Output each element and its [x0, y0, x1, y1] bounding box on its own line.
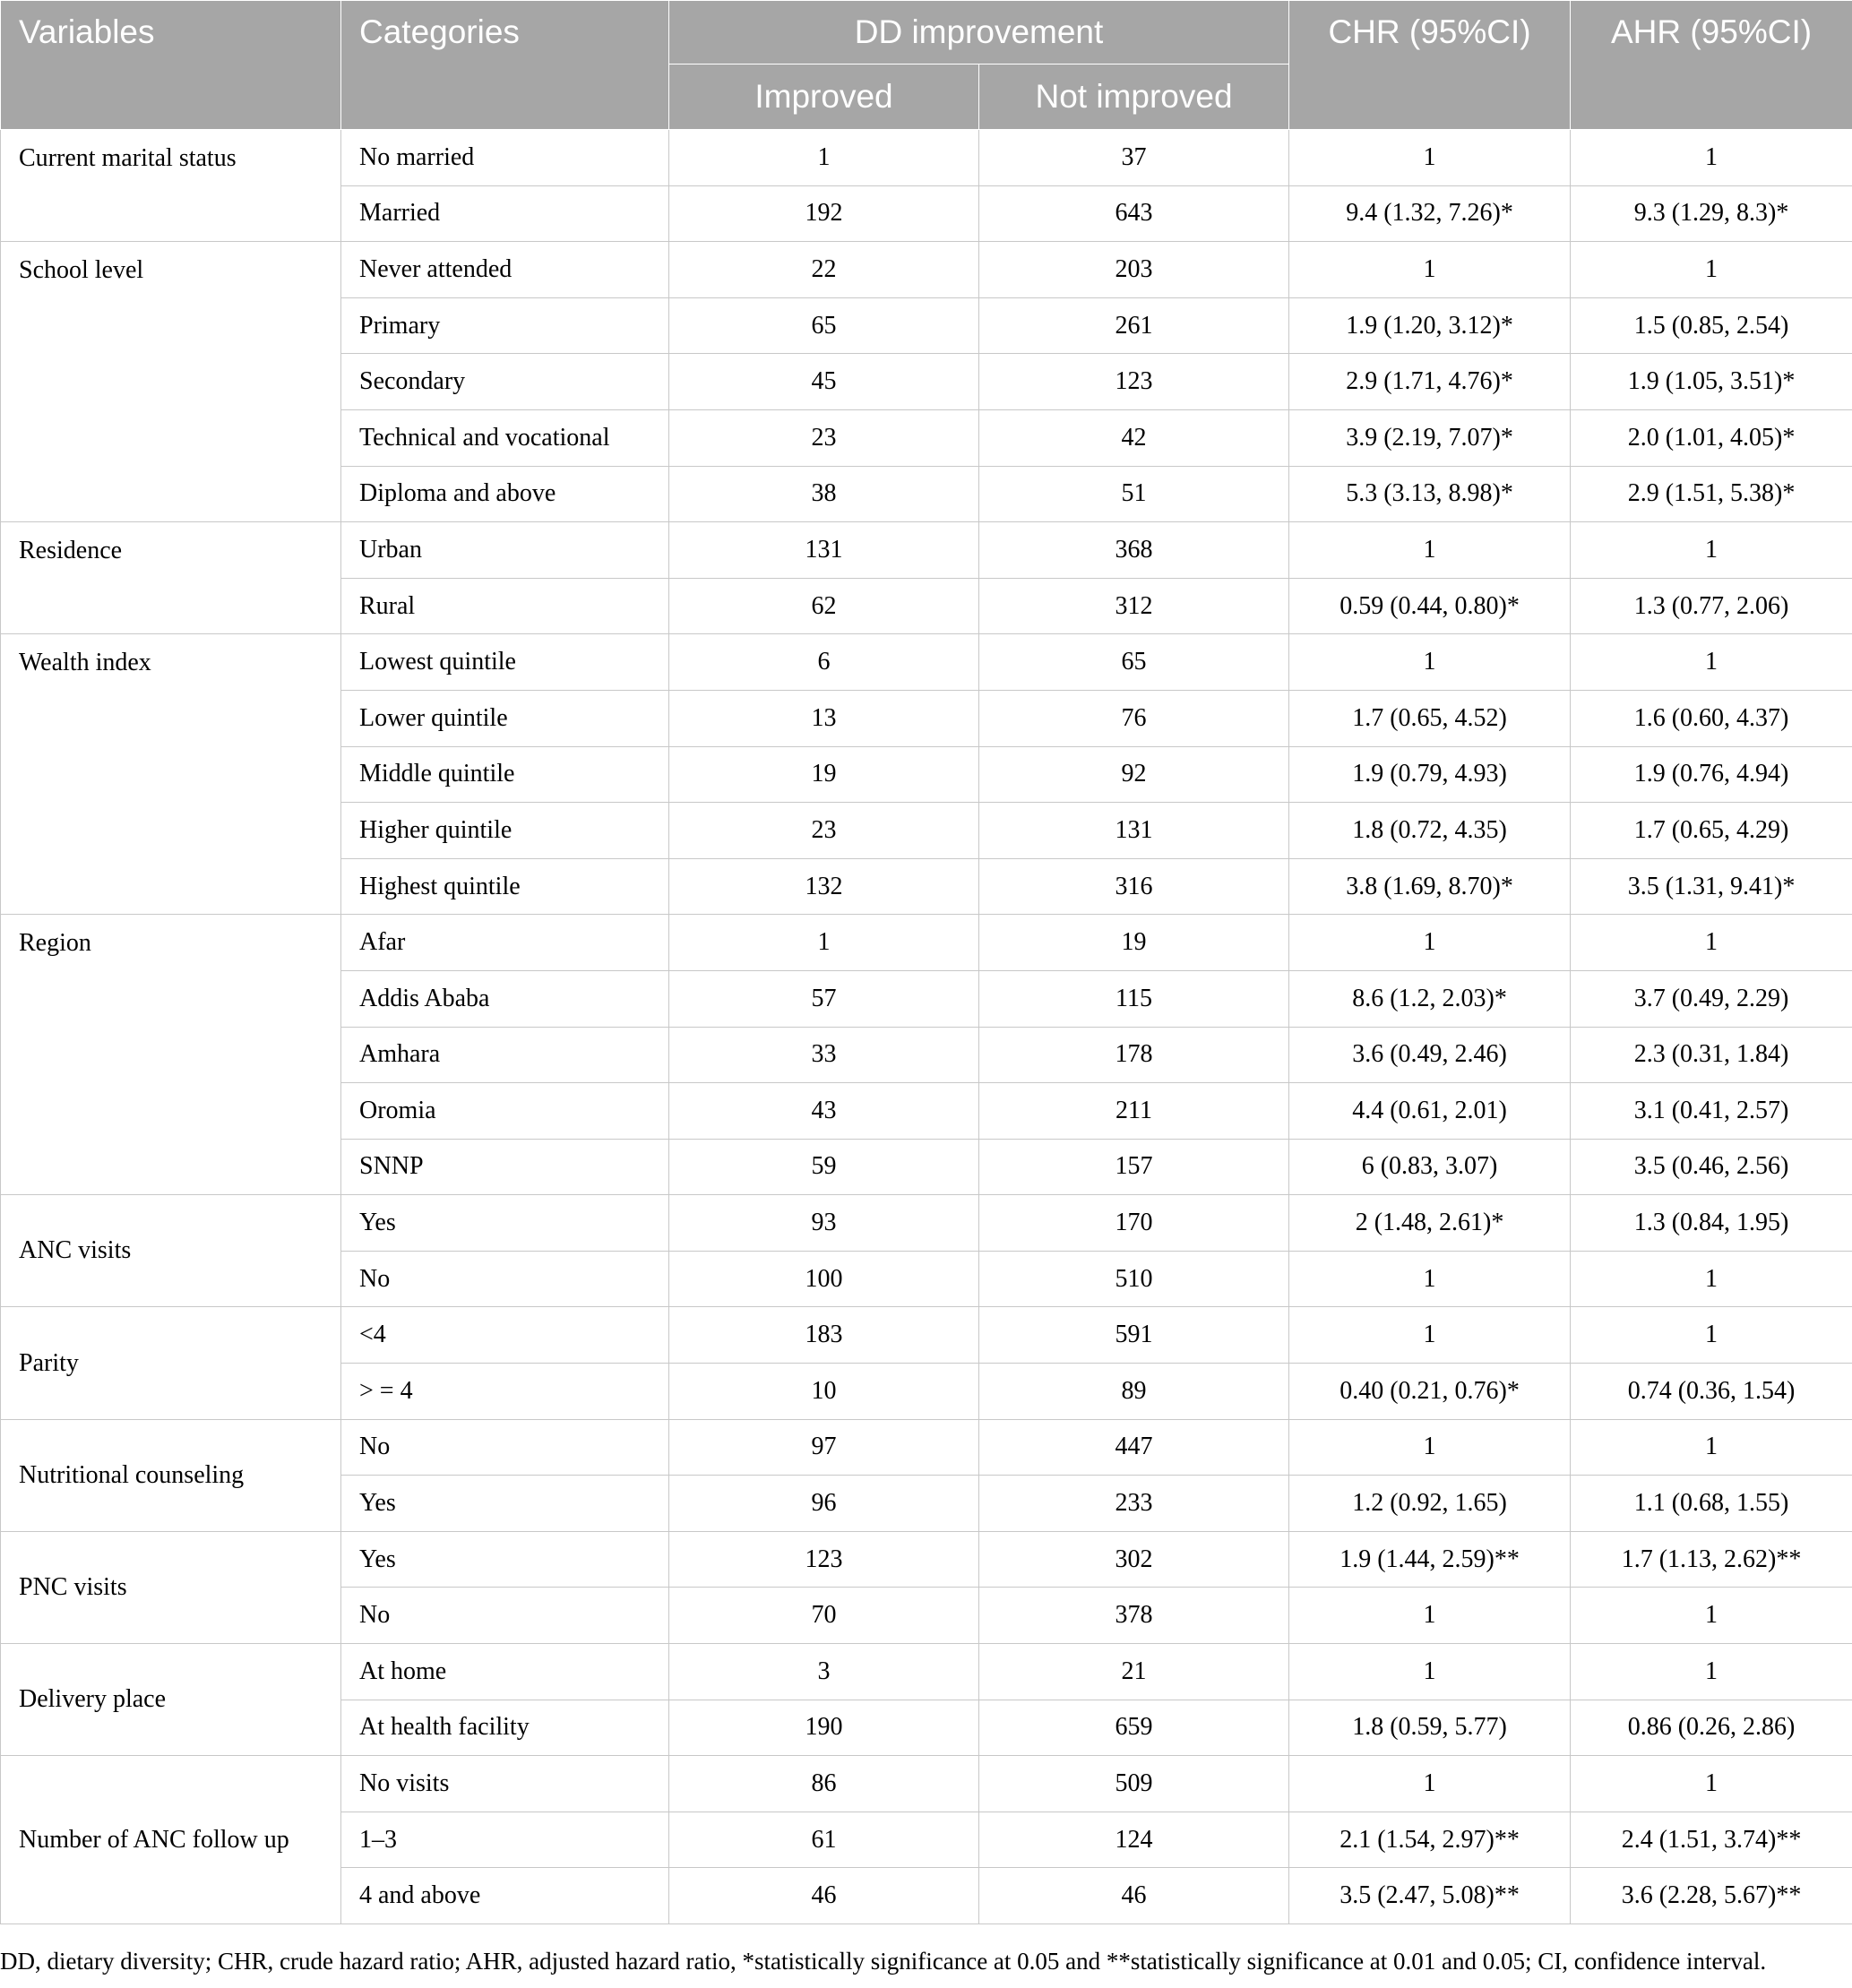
ahr-cell: 1.9 (0.76, 4.94) [1571, 746, 1852, 803]
category-cell: At home [341, 1644, 669, 1700]
not-improved-cell: 312 [979, 578, 1289, 634]
chr-cell: 9.4 (1.32, 7.26)* [1289, 185, 1571, 242]
improved-cell: 33 [669, 1027, 979, 1083]
chr-cell: 1.9 (1.44, 2.59)** [1289, 1531, 1571, 1588]
improved-cell: 62 [669, 578, 979, 634]
category-cell: No [341, 1588, 669, 1644]
not-improved-cell: 157 [979, 1139, 1289, 1195]
category-cell: Rural [341, 578, 669, 634]
not-improved-cell: 378 [979, 1588, 1289, 1644]
chr-cell: 5.3 (3.13, 8.98)* [1289, 466, 1571, 522]
category-cell: No [341, 1419, 669, 1476]
improved-cell: 97 [669, 1419, 979, 1476]
ahr-cell: 1 [1571, 1644, 1852, 1700]
chr-cell: 1 [1289, 130, 1571, 186]
category-cell: Lower quintile [341, 690, 669, 746]
not-improved-cell: 509 [979, 1756, 1289, 1812]
header-categories: Categories [341, 1, 669, 130]
chr-cell: 1.9 (0.79, 4.93) [1289, 746, 1571, 803]
ahr-cell: 1.3 (0.84, 1.95) [1571, 1195, 1852, 1252]
ahr-cell: 1.6 (0.60, 4.37) [1571, 690, 1852, 746]
not-improved-cell: 65 [979, 634, 1289, 691]
not-improved-cell: 178 [979, 1027, 1289, 1083]
table-footnote: DD, dietary diversity; CHR, crude hazard ratio; AHR, adjusted hazard ratio, *statistically significance at 0.05 and **statistically significance at 0.01 and 0.05; CI, confidence interval. [0, 1948, 1767, 1975]
chr-cell: 1 [1289, 1419, 1571, 1476]
category-cell: Urban [341, 522, 669, 579]
improved-cell: 183 [669, 1307, 979, 1364]
category-cell: Never attended [341, 242, 669, 298]
improved-cell: 59 [669, 1139, 979, 1195]
chr-cell: 3.8 (1.69, 8.70)* [1289, 858, 1571, 915]
ahr-cell: 1 [1571, 634, 1852, 691]
ahr-cell: 2.3 (0.31, 1.84) [1571, 1027, 1852, 1083]
chr-cell: 3.6 (0.49, 2.46) [1289, 1027, 1571, 1083]
variable-cell: Wealth index [1, 634, 341, 915]
table-row [1, 1307, 1852, 1364]
chr-cell: 1 [1289, 1756, 1571, 1812]
ahr-cell: 1.7 (1.13, 2.62)** [1571, 1531, 1852, 1588]
category-cell: Higher quintile [341, 803, 669, 859]
ahr-cell: 1 [1571, 1756, 1852, 1812]
category-cell: Secondary [341, 354, 669, 410]
chr-cell: 0.40 (0.21, 0.76)* [1289, 1364, 1571, 1420]
variable-cell: Parity [1, 1307, 341, 1419]
improved-cell: 192 [669, 185, 979, 242]
ahr-cell: 1 [1571, 1588, 1852, 1644]
table-row [1, 1419, 1852, 1476]
not-improved-cell: 37 [979, 130, 1289, 186]
improved-cell: 10 [669, 1364, 979, 1420]
header-not-improved: Not improved [979, 65, 1289, 130]
ahr-cell: 0.86 (0.26, 2.86) [1571, 1700, 1852, 1756]
chr-cell: 1 [1289, 1644, 1571, 1700]
ahr-cell: 1 [1571, 1251, 1852, 1307]
improved-cell: 86 [669, 1756, 979, 1812]
not-improved-cell: 170 [979, 1195, 1289, 1252]
header-dd-improvement: DD improvement [669, 1, 1289, 65]
ahr-cell: 1.1 (0.68, 1.55) [1571, 1476, 1852, 1532]
header-variables: Variables [1, 1, 341, 130]
improved-cell: 190 [669, 1700, 979, 1756]
table-row [1, 1195, 1852, 1252]
variable-cell: Nutritional counseling [1, 1419, 341, 1531]
not-improved-cell: 368 [979, 522, 1289, 579]
header-chr: CHR (95%CI) [1289, 1, 1571, 130]
ahr-cell: 1 [1571, 242, 1852, 298]
chr-cell: 3.5 (2.47, 5.08)** [1289, 1868, 1571, 1924]
not-improved-cell: 316 [979, 858, 1289, 915]
improved-cell: 123 [669, 1531, 979, 1588]
not-improved-cell: 124 [979, 1812, 1289, 1868]
header-ahr: AHR (95%CI) [1571, 1, 1852, 130]
improved-cell: 131 [669, 522, 979, 579]
ahr-cell: 2.4 (1.51, 3.74)** [1571, 1812, 1852, 1868]
not-improved-cell: 302 [979, 1531, 1289, 1588]
not-improved-cell: 115 [979, 970, 1289, 1027]
not-improved-cell: 51 [979, 466, 1289, 522]
ahr-cell: 3.1 (0.41, 2.57) [1571, 1083, 1852, 1140]
variable-cell: ANC visits [1, 1195, 341, 1307]
ahr-cell: 1 [1571, 915, 1852, 971]
variable-cell: PNC visits [1, 1531, 341, 1643]
not-improved-cell: 643 [979, 185, 1289, 242]
category-cell: Yes [341, 1531, 669, 1588]
improved-cell: 57 [669, 970, 979, 1027]
category-cell: Oromia [341, 1083, 669, 1140]
improved-cell: 93 [669, 1195, 979, 1252]
chr-cell: 8.6 (1.2, 2.03)* [1289, 970, 1571, 1027]
not-improved-cell: 510 [979, 1251, 1289, 1307]
chr-cell: 1 [1289, 1588, 1571, 1644]
ahr-cell: 1.5 (0.85, 2.54) [1571, 297, 1852, 354]
variable-cell: Residence [1, 522, 341, 634]
variable-cell: Number of ANC follow up [1, 1756, 341, 1924]
not-improved-cell: 92 [979, 746, 1289, 803]
category-cell: Middle quintile [341, 746, 669, 803]
category-cell: No [341, 1251, 669, 1307]
improved-cell: 13 [669, 690, 979, 746]
ahr-cell: 1 [1571, 1307, 1852, 1364]
ahr-cell: 3.5 (1.31, 9.41)* [1571, 858, 1852, 915]
category-cell: No married [341, 130, 669, 186]
improved-cell: 70 [669, 1588, 979, 1644]
ahr-cell: 1 [1571, 130, 1852, 186]
improved-cell: 45 [669, 354, 979, 410]
category-cell: <4 [341, 1307, 669, 1364]
chr-cell: 3.9 (2.19, 7.07)* [1289, 409, 1571, 466]
category-cell: Diploma and above [341, 466, 669, 522]
improved-cell: 22 [669, 242, 979, 298]
category-cell: Afar [341, 915, 669, 971]
not-improved-cell: 21 [979, 1644, 1289, 1700]
category-cell: Yes [341, 1195, 669, 1252]
ahr-cell: 1.7 (0.65, 4.29) [1571, 803, 1852, 859]
table-row [1, 242, 1852, 298]
header-improved: Improved [669, 65, 979, 130]
category-cell: 1–3 [341, 1812, 669, 1868]
category-cell: Married [341, 185, 669, 242]
table-row [1, 634, 1852, 691]
category-cell: Amhara [341, 1027, 669, 1083]
improved-cell: 6 [669, 634, 979, 691]
category-cell: Technical and vocational [341, 409, 669, 466]
ahr-cell: 2.0 (1.01, 4.05)* [1571, 409, 1852, 466]
improved-cell: 61 [669, 1812, 979, 1868]
variable-cell: Delivery place [1, 1644, 341, 1756]
chr-cell: 2.1 (1.54, 2.97)** [1289, 1812, 1571, 1868]
improved-cell: 96 [669, 1476, 979, 1532]
improved-cell: 43 [669, 1083, 979, 1140]
variable-cell: Current marital status [1, 130, 341, 242]
variable-cell: School level [1, 242, 341, 522]
not-improved-cell: 447 [979, 1419, 1289, 1476]
not-improved-cell: 46 [979, 1868, 1289, 1924]
ahr-cell: 0.74 (0.36, 1.54) [1571, 1364, 1852, 1420]
not-improved-cell: 76 [979, 690, 1289, 746]
category-cell: > = 4 [341, 1364, 669, 1420]
table-body [1, 130, 1852, 1924]
chr-cell: 6 (0.83, 3.07) [1289, 1139, 1571, 1195]
ahr-cell: 3.5 (0.46, 2.56) [1571, 1139, 1852, 1195]
chr-cell: 1 [1289, 522, 1571, 579]
ahr-cell: 2.9 (1.51, 5.38)* [1571, 466, 1852, 522]
improved-cell: 1 [669, 130, 979, 186]
chr-cell: 0.59 (0.44, 0.80)* [1289, 578, 1571, 634]
not-improved-cell: 211 [979, 1083, 1289, 1140]
chr-cell: 1.2 (0.92, 1.65) [1289, 1476, 1571, 1532]
not-improved-cell: 131 [979, 803, 1289, 859]
chr-cell: 1.8 (0.59, 5.77) [1289, 1700, 1571, 1756]
improved-cell: 65 [669, 297, 979, 354]
chr-cell: 1 [1289, 915, 1571, 971]
table-header [1, 1, 1852, 130]
category-cell: 4 and above [341, 1868, 669, 1924]
category-cell: Primary [341, 297, 669, 354]
category-cell: No visits [341, 1756, 669, 1812]
table-row [1, 1756, 1852, 1812]
improved-cell: 23 [669, 409, 979, 466]
not-improved-cell: 659 [979, 1700, 1289, 1756]
chr-cell: 1.7 (0.65, 4.52) [1289, 690, 1571, 746]
table-row [1, 522, 1852, 579]
chr-cell: 1 [1289, 1251, 1571, 1307]
not-improved-cell: 261 [979, 297, 1289, 354]
chr-cell: 1.9 (1.20, 3.12)* [1289, 297, 1571, 354]
improved-cell: 19 [669, 746, 979, 803]
ahr-cell: 3.6 (2.28, 5.67)** [1571, 1868, 1852, 1924]
category-cell: Highest quintile [341, 858, 669, 915]
chr-cell: 1.8 (0.72, 4.35) [1289, 803, 1571, 859]
table-row [1, 1531, 1852, 1588]
category-cell: Addis Ababa [341, 970, 669, 1027]
improved-cell: 23 [669, 803, 979, 859]
table-row [1, 130, 1852, 186]
chr-cell: 4.4 (0.61, 2.01) [1289, 1083, 1571, 1140]
ahr-cell: 3.7 (0.49, 2.29) [1571, 970, 1852, 1027]
not-improved-cell: 203 [979, 242, 1289, 298]
ahr-cell: 1 [1571, 1419, 1852, 1476]
chr-cell: 1 [1289, 1307, 1571, 1364]
not-improved-cell: 89 [979, 1364, 1289, 1420]
category-cell: Yes [341, 1476, 669, 1532]
chr-cell: 2.9 (1.71, 4.76)* [1289, 354, 1571, 410]
improved-cell: 46 [669, 1868, 979, 1924]
improved-cell: 100 [669, 1251, 979, 1307]
table-row [1, 1644, 1852, 1700]
not-improved-cell: 233 [979, 1476, 1289, 1532]
ahr-cell: 1.9 (1.05, 3.51)* [1571, 354, 1852, 410]
improved-cell: 38 [669, 466, 979, 522]
ahr-cell: 1.3 (0.77, 2.06) [1571, 578, 1852, 634]
category-cell: At health facility [341, 1700, 669, 1756]
category-cell: Lowest quintile [341, 634, 669, 691]
chr-cell: 1 [1289, 634, 1571, 691]
not-improved-cell: 42 [979, 409, 1289, 466]
ahr-cell: 9.3 (1.29, 8.3)* [1571, 185, 1852, 242]
improved-cell: 1 [669, 915, 979, 971]
chr-cell: 2 (1.48, 2.61)* [1289, 1195, 1571, 1252]
improved-cell: 3 [669, 1644, 979, 1700]
chr-cell: 1 [1289, 242, 1571, 298]
not-improved-cell: 591 [979, 1307, 1289, 1364]
ahr-cell: 1 [1571, 522, 1852, 579]
not-improved-cell: 19 [979, 915, 1289, 971]
category-cell: SNNP [341, 1139, 669, 1195]
table-row [1, 915, 1852, 971]
improved-cell: 132 [669, 858, 979, 915]
not-improved-cell: 123 [979, 354, 1289, 410]
variable-cell: Region [1, 915, 341, 1195]
